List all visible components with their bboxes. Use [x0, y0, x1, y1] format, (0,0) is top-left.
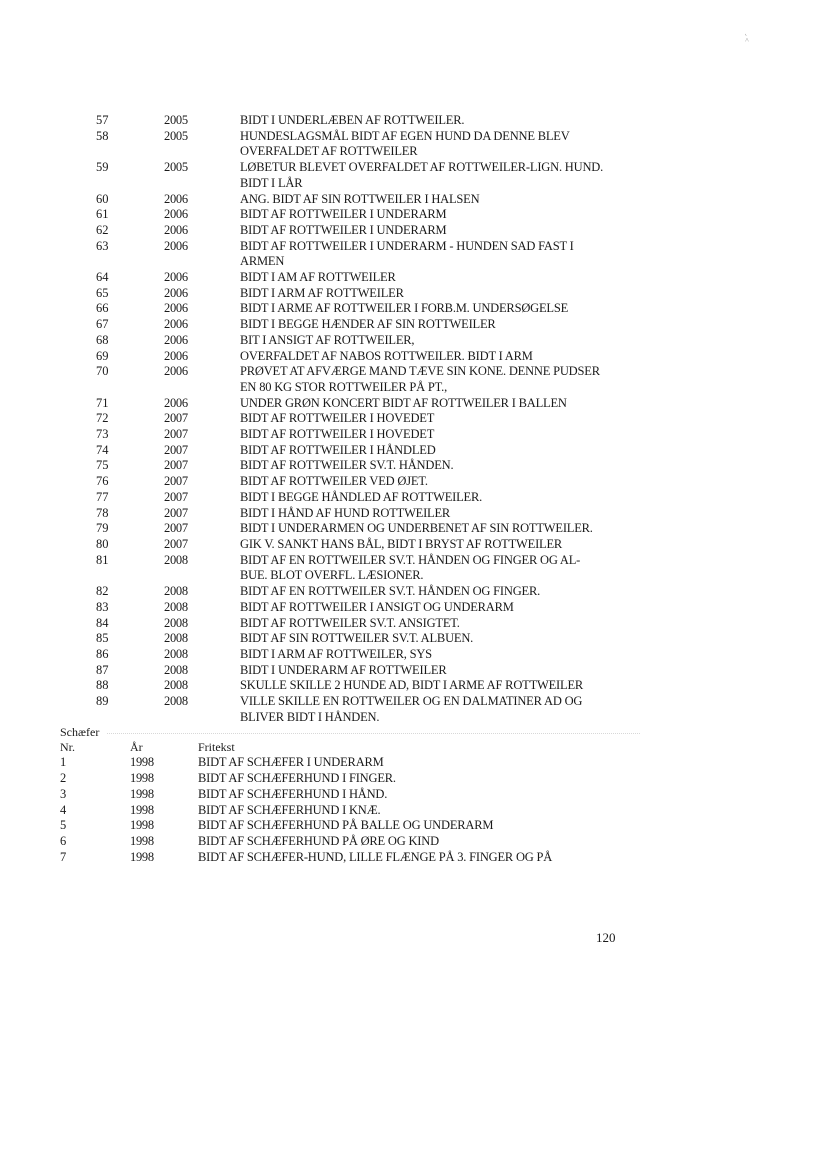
row-year: 2006 — [164, 207, 188, 222]
row-year: 2007 — [164, 536, 188, 551]
row-text — [240, 616, 660, 632]
table-row — [60, 207, 640, 223]
row-year: 2006 — [164, 364, 188, 379]
row-year: 1998 — [130, 755, 154, 770]
row-number — [60, 207, 126, 223]
row-number-value: 89 — [96, 694, 109, 709]
row-text-line: BIDT AF ROTTWEILER VED ØJET. — [240, 474, 428, 489]
row-text — [240, 192, 660, 208]
page-number: 120 — [596, 930, 616, 945]
row-number-value: 64 — [96, 270, 109, 285]
table-row — [60, 663, 640, 679]
row-text — [240, 694, 660, 725]
row-number-value: 6 — [60, 833, 67, 848]
table-row — [60, 427, 640, 443]
table-row — [60, 787, 640, 803]
row-text-line: LØBETUR BLEVET OVERFALDET AF ROTTWEILER-LIGN. HUND. — [240, 160, 604, 175]
row-number-value: 77 — [96, 489, 109, 504]
row-year: 2008 — [164, 662, 188, 677]
row-number-value: 82 — [96, 584, 109, 599]
row-year: 2007 — [164, 442, 188, 457]
row-number — [60, 631, 126, 647]
row-text — [240, 443, 660, 459]
row-number-value: 7 — [60, 849, 67, 864]
row-text-line: BIDT AF SCHÆFERHUND I FINGER. — [198, 771, 396, 786]
row-year: 2008 — [164, 615, 188, 630]
table-row — [60, 521, 640, 537]
row-text — [240, 521, 660, 537]
table-row — [60, 490, 640, 506]
row-year: 2006 — [164, 238, 188, 253]
row-number — [60, 333, 126, 349]
row-year: 2006 — [164, 395, 188, 410]
table-row — [60, 301, 640, 317]
row-number — [60, 600, 126, 616]
row-text-line: BIDT AF EN ROTTWEILER SV.T. HÅNDEN OG FINGER OG AL- — [240, 552, 581, 567]
table-row — [60, 647, 640, 663]
row-number-value: 58 — [96, 128, 109, 143]
row-text — [198, 755, 618, 771]
table-row — [60, 129, 640, 160]
row-number-value: 68 — [96, 332, 109, 347]
row-text — [240, 678, 660, 694]
row-text — [240, 301, 660, 317]
row-number — [60, 850, 70, 866]
row-text-line: PRØVET AT AFVÆRGE MAND TÆVE SIN KONE. DENNE PUDSER — [240, 364, 600, 379]
row-text-line: OVERFALDET AF NABOS ROTTWEILER. BIDT I ARM — [240, 348, 533, 363]
row-number — [60, 537, 126, 553]
row-number-value: 88 — [96, 678, 109, 693]
table-row — [60, 537, 640, 553]
row-text-line: BUE. BLOT OVERFL. LÆSIONER. — [240, 568, 424, 583]
row-text — [240, 663, 660, 679]
table-row — [60, 755, 640, 771]
row-number-value: 59 — [96, 160, 109, 175]
row-number-value: 3 — [60, 786, 67, 801]
row-text-line: BIDT AF SCHÆFERHUND I HÅND. — [198, 786, 388, 801]
row-year: 2005 — [164, 160, 188, 175]
row-text — [240, 317, 660, 333]
row-number — [60, 160, 126, 176]
row-text-line: BIDT AF SCHÆFER-HUND, LILLE FLÆNGE PÅ 3. FINGER OG PÅ — [198, 849, 553, 864]
row-number — [60, 427, 126, 443]
row-number — [60, 787, 70, 803]
row-text-line: OVERFALDET AF ROTTWEILER — [240, 144, 418, 159]
row-text — [240, 364, 660, 395]
row-text-line: GIK V. SANKT HANS BÅL, BIDT I BRYST AF ROTTWEILER — [240, 536, 563, 551]
row-number — [60, 113, 126, 129]
row-number — [60, 458, 126, 474]
row-number — [60, 694, 126, 710]
table-row — [60, 616, 640, 632]
row-number-value: 80 — [96, 536, 109, 551]
row-year: 2007 — [164, 411, 188, 426]
rottweiler-section — [60, 113, 640, 725]
row-year: 1998 — [130, 818, 154, 833]
row-text — [240, 537, 660, 553]
table-row — [60, 694, 640, 725]
row-text — [198, 771, 618, 787]
row-text-line: BIDT I UNDERARM AF ROTTWEILER — [240, 662, 447, 677]
row-number — [60, 270, 126, 286]
incident-table — [60, 113, 640, 865]
table-row — [60, 286, 640, 302]
row-text-line: BIDT AF SCHÆFERHUND PÅ BALLE OG UNDERARM — [198, 818, 494, 833]
row-text — [240, 113, 660, 129]
row-number — [60, 286, 126, 302]
row-year: 2008 — [164, 584, 188, 599]
section-heading-schaefer — [60, 725, 640, 740]
dotted-separator — [107, 731, 640, 734]
row-number — [60, 349, 126, 365]
row-year: 2006 — [164, 348, 188, 363]
row-text — [240, 129, 660, 160]
table-row — [60, 239, 640, 270]
row-text-line: BIDT AF EN ROTTWEILER SV.T. HÅNDEN OG FINGER. — [240, 584, 541, 599]
scan-corner-marks: ˛ ˄ — [745, 28, 789, 44]
row-year: 2005 — [164, 128, 188, 143]
row-number — [60, 663, 126, 679]
table-row — [60, 506, 640, 522]
table-row — [60, 443, 640, 459]
row-number — [60, 553, 126, 569]
table-row — [60, 270, 640, 286]
section-title: Schæfer — [60, 725, 100, 740]
row-text — [240, 239, 660, 270]
row-text — [198, 787, 618, 803]
row-year: 2008 — [164, 552, 188, 567]
row-year: 2006 — [164, 191, 188, 206]
table-row — [60, 317, 640, 333]
row-text-line: ARMEN — [240, 254, 285, 269]
row-number — [60, 301, 126, 317]
row-number-value: 67 — [96, 317, 109, 332]
row-text-line: SKULLE SKILLE 2 HUNDE AD, BIDT I ARME AF ROTTWEILER — [240, 678, 584, 693]
row-text — [240, 396, 660, 412]
table-row — [60, 349, 640, 365]
row-year: 2006 — [164, 332, 188, 347]
row-number-value: 60 — [96, 191, 109, 206]
row-number-value: 86 — [96, 646, 109, 661]
table-row — [60, 850, 640, 866]
row-number — [60, 411, 126, 427]
table-row — [60, 678, 640, 694]
row-number-value: 70 — [96, 364, 109, 379]
row-text-line: BIDT I UNDERARMEN OG UNDERBENET AF SIN ROTTWEILER. — [240, 521, 593, 536]
table-row — [60, 584, 640, 600]
row-year: 2008 — [164, 694, 188, 709]
row-number — [60, 803, 70, 819]
table-row — [60, 803, 640, 819]
row-number — [60, 834, 70, 850]
row-text — [240, 553, 660, 584]
row-text-line: VILLE SKILLE EN ROTTWEILER OG EN DALMATINER AD OG — [240, 694, 583, 709]
table-row — [60, 160, 640, 191]
row-text-line: BIDT AF SCHÆFERHUND PÅ ØRE OG KIND — [198, 833, 439, 848]
row-year: 2007 — [164, 427, 188, 442]
row-text-line: BIDT AF ROTTWEILER SV.T. ANSIGTET. — [240, 615, 460, 630]
row-year: 2008 — [164, 631, 188, 646]
row-number — [60, 755, 70, 771]
row-year: 2007 — [164, 505, 188, 520]
row-number-value: 63 — [96, 238, 109, 253]
column-headers — [60, 740, 640, 755]
row-number — [60, 223, 126, 239]
row-text — [240, 474, 660, 490]
row-number-value: 79 — [96, 521, 109, 536]
row-text-line: BIDT AF ROTTWEILER I HOVEDET — [240, 411, 435, 426]
row-number — [60, 239, 126, 255]
row-text-line: BIDT I BEGGE HÅNDLED AF ROTTWEILER. — [240, 489, 483, 504]
table-row — [60, 818, 640, 834]
row-text-line: BIDT I ARME AF ROTTWEILER I FORB.M. UNDERSØGELSE — [240, 301, 569, 316]
row-text-line: BIDT AF ROTTWEILER SV.T. HÅNDEN. — [240, 458, 454, 473]
row-text-line: BIDT AF ROTTWEILER I HOVEDET — [240, 427, 435, 442]
row-number-value: 69 — [96, 348, 109, 363]
row-number — [60, 771, 70, 787]
row-text — [198, 803, 618, 819]
row-year: 2006 — [164, 222, 188, 237]
row-number-value: 65 — [96, 285, 109, 300]
row-number — [60, 490, 126, 506]
table-row — [60, 834, 640, 850]
row-number-value: 5 — [60, 818, 67, 833]
row-year: 1998 — [130, 802, 154, 817]
row-text-line: BIDT AF ROTTWEILER I UNDERARM — [240, 207, 447, 222]
row-text-line: BIDT I LÅR — [240, 175, 303, 190]
row-text — [240, 490, 660, 506]
row-number — [60, 396, 126, 412]
row-text-line: BIDT AF ROTTWEILER I UNDERARM — [240, 222, 447, 237]
row-number — [60, 818, 70, 834]
row-text — [240, 647, 660, 663]
column-header-nr: Nr. — [60, 740, 75, 755]
row-number-value: 4 — [60, 802, 67, 817]
row-text — [240, 223, 660, 239]
table-row — [60, 396, 640, 412]
row-text — [240, 207, 660, 223]
row-number-value: 62 — [96, 222, 109, 237]
row-number-value: 78 — [96, 505, 109, 520]
row-text-line: BIDT AF ROTTWEILER I ANSIGT OG UNDERARM — [240, 599, 514, 614]
row-number — [60, 443, 126, 459]
row-year: 1998 — [130, 833, 154, 848]
row-year: 1998 — [130, 771, 154, 786]
row-year: 2006 — [164, 285, 188, 300]
row-text-line: BIDT I UNDERLÆBEN AF ROTTWEILER. — [240, 113, 465, 127]
row-text — [240, 631, 660, 647]
row-text — [240, 584, 660, 600]
row-number-value: 2 — [60, 771, 67, 786]
row-number — [60, 647, 126, 663]
row-text — [240, 270, 660, 286]
row-number-value: 73 — [96, 427, 109, 442]
table-row — [60, 411, 640, 427]
table-row — [60, 600, 640, 616]
table-row — [60, 474, 640, 490]
table-row — [60, 223, 640, 239]
table-row — [60, 333, 640, 349]
row-text-line: BIDT I ARM AF ROTTWEILER — [240, 285, 404, 300]
row-text-line: BIDT AF ROTTWEILER I UNDERARM - HUNDEN SAD FAST I — [240, 238, 574, 253]
row-number-value: 83 — [96, 599, 109, 614]
row-number-value: 74 — [96, 442, 109, 457]
row-number-value: 81 — [96, 552, 109, 567]
row-text-line: ANG. BIDT AF SIN ROTTWEILER I HALSEN — [240, 191, 480, 206]
row-text-line: BIDT I BEGGE HÆNDER AF SIN ROTTWEILER — [240, 317, 496, 332]
row-text — [198, 850, 618, 866]
row-text-line: BIDT AF SIN ROTTWEILER SV.T. ALBUEN. — [240, 631, 474, 646]
row-number-value: 84 — [96, 615, 109, 630]
table-row — [60, 192, 640, 208]
row-text — [240, 506, 660, 522]
row-number-value: 71 — [96, 395, 109, 410]
row-number-value: 87 — [96, 662, 109, 677]
row-text-line: HUNDESLAGSMÅL BIDT AF EGEN HUND DA DENNE BLEV — [240, 128, 570, 143]
row-text — [198, 818, 618, 834]
row-number — [60, 506, 126, 522]
row-year: 2005 — [164, 113, 188, 127]
row-number-value: 61 — [96, 207, 109, 222]
row-text-line: BIDT AF SCHÆFERHUND I KNÆ. — [198, 802, 381, 817]
column-header-text: Fritekst — [198, 740, 235, 755]
row-number-value: 72 — [96, 411, 109, 426]
row-year: 1998 — [130, 849, 154, 864]
row-year: 2008 — [164, 599, 188, 614]
row-text — [240, 600, 660, 616]
row-number-value: 1 — [60, 755, 67, 770]
row-number — [60, 364, 126, 380]
row-year: 2008 — [164, 678, 188, 693]
row-year: 2006 — [164, 270, 188, 285]
row-number — [60, 521, 126, 537]
row-number — [60, 129, 126, 145]
row-text-line: BIDT I ARM AF ROTTWEILER, SYS — [240, 646, 432, 661]
row-text — [240, 349, 660, 365]
row-text-line: BIDT AF SCHÆFER I UNDERARM — [198, 755, 384, 770]
row-number-value: 76 — [96, 474, 109, 489]
row-year: 2007 — [164, 521, 188, 536]
row-number — [60, 317, 126, 333]
row-text — [240, 458, 660, 474]
row-number — [60, 616, 126, 632]
row-text — [240, 427, 660, 443]
row-number — [60, 192, 126, 208]
row-text — [240, 286, 660, 302]
row-year: 2008 — [164, 646, 188, 661]
table-row — [60, 364, 640, 395]
row-text-line: UNDER GRØN KONCERT BIDT AF ROTTWEILER I BALLEN — [240, 395, 567, 410]
row-text-line: BIDT I HÅND AF HUND ROTTWEILER — [240, 505, 451, 520]
row-number — [60, 584, 126, 600]
row-text — [240, 160, 660, 191]
table-row — [60, 631, 640, 647]
row-number — [60, 474, 126, 490]
row-text-line: BIDT I AM AF ROTTWEILER — [240, 270, 396, 285]
row-text-line: BIT I ANSIGT AF ROTTWEILER, — [240, 332, 415, 347]
row-text — [240, 333, 660, 349]
row-number-value: 75 — [96, 458, 109, 473]
row-text — [240, 411, 660, 427]
row-year: 2007 — [164, 489, 188, 504]
row-number-value: 57 — [96, 113, 109, 127]
row-year: 2006 — [164, 301, 188, 316]
row-number-value: 85 — [96, 631, 109, 646]
table-row — [60, 113, 640, 129]
row-year: 2006 — [164, 317, 188, 332]
column-header-year: År — [130, 740, 143, 755]
table-row — [60, 771, 640, 787]
row-text-line: EN 80 KG STOR ROTTWEILER PÅ PT., — [240, 379, 448, 394]
row-number-value: 66 — [96, 301, 109, 316]
row-text-line: BIDT AF ROTTWEILER I HÅNDLED — [240, 442, 436, 457]
schaefer-section — [60, 755, 640, 865]
row-year: 1998 — [130, 786, 154, 801]
row-year: 2007 — [164, 458, 188, 473]
table-row — [60, 553, 640, 584]
row-number — [60, 678, 126, 694]
row-text-line: BLIVER BIDT I HÅNDEN. — [240, 709, 380, 724]
table-row — [60, 458, 640, 474]
row-year: 2007 — [164, 474, 188, 489]
row-text — [198, 834, 618, 850]
